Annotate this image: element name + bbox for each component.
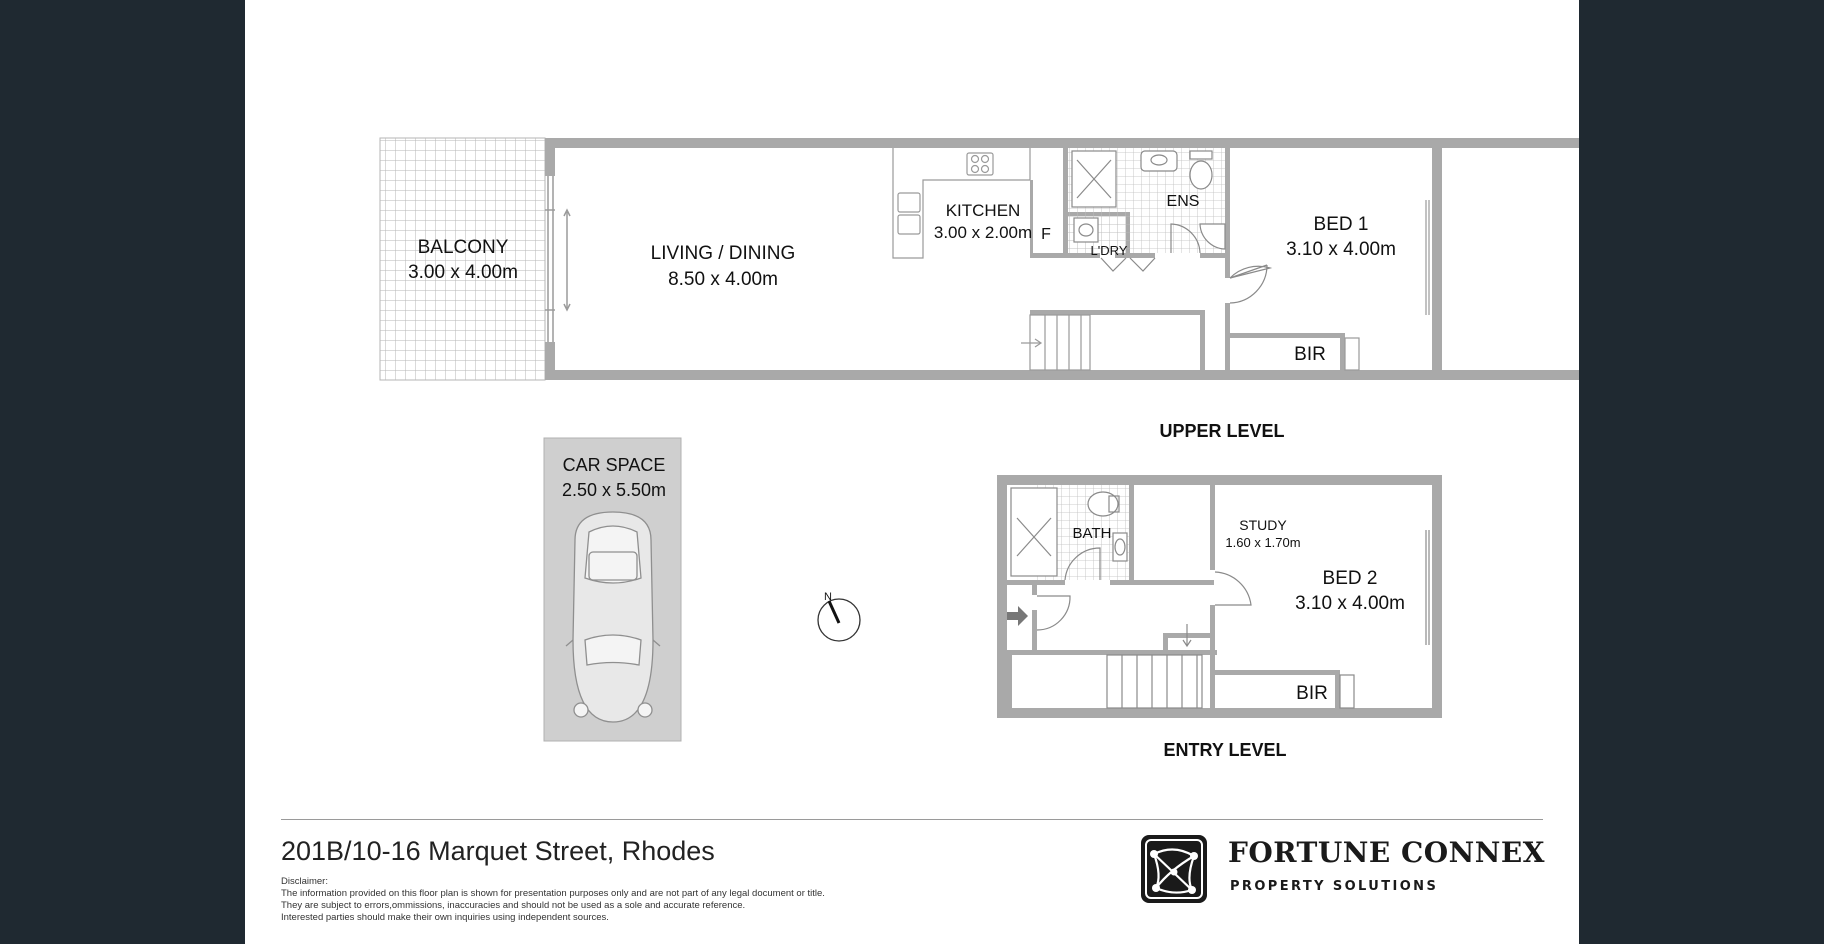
car-space-dims: 2.50 x 5.50m xyxy=(561,480,667,500)
entry-level-title: ENTRY LEVEL xyxy=(1163,740,1287,760)
disclaimer-line: They are subject to errors,ommissions, inaccuracies and should not be used as a sole and accurate reference. xyxy=(281,900,746,911)
living-dining-label: LIVING / DINING xyxy=(650,243,796,264)
brand-tagline: PROPERTY SOLUTIONS xyxy=(1230,879,1439,894)
property-address: 201B/10-16 Marquet Street, Rhodes xyxy=(281,836,715,866)
disclaimer-line: The information provided on this floor plan is shown for presentation purposes only and are not part of any legal document or title. xyxy=(281,888,825,899)
disclaimer-title: Disclaimer: xyxy=(281,876,328,887)
living-dining-dims: 8.50 x 4.00m xyxy=(668,269,778,290)
footer-divider xyxy=(281,819,1543,820)
bed1-label: BED 1 xyxy=(1313,214,1369,235)
bed1-bir-label: BIR xyxy=(1294,344,1326,365)
study-label: STUDY xyxy=(1239,517,1287,533)
car-space-label: CAR SPACE xyxy=(562,455,666,475)
upper-level-title: UPPER LEVEL xyxy=(1159,421,1285,441)
network-nodes-icon xyxy=(1140,834,1208,904)
car-icon xyxy=(566,512,660,722)
north-arrow-icon xyxy=(818,591,860,641)
brand-name: FORTUNE CONNEX xyxy=(1228,836,1545,869)
bed1-dims: 3.10 x 4.00m xyxy=(1286,239,1396,260)
balcony-dims: 3.00 x 4.00m xyxy=(408,262,518,283)
bath-label: BATH xyxy=(1072,525,1112,542)
entry-arrow-icon xyxy=(1007,606,1028,626)
compass-north-label: N xyxy=(824,591,832,603)
balcony-tiles xyxy=(380,138,545,380)
disclaimer xyxy=(281,876,1001,924)
kitchen-label: KITCHEN xyxy=(945,201,1021,220)
ensuite-label: ENS xyxy=(1166,193,1200,210)
floor-plan-drawing xyxy=(245,0,1579,944)
bed2-label: BED 2 xyxy=(1322,568,1378,589)
entry-level-plan xyxy=(997,475,1442,760)
floor-plan-sheet xyxy=(245,0,1579,944)
study-dims: 1.60 x 1.70m xyxy=(1225,535,1301,550)
car-space xyxy=(544,438,681,741)
bed2-dims: 3.10 x 4.00m xyxy=(1295,593,1405,614)
upper-level-plan xyxy=(380,138,1579,441)
balcony-label: BALCONY xyxy=(417,237,509,258)
kitchen-dims: 3.00 x 2.00m xyxy=(933,223,1033,242)
disclaimer-line: Interested parties should make their own inquiries using independent sources. xyxy=(281,912,609,923)
laundry-label: L'DRY xyxy=(1090,243,1128,258)
fridge-label: F xyxy=(1041,226,1051,243)
bed2-bir-label: BIR xyxy=(1296,683,1328,704)
